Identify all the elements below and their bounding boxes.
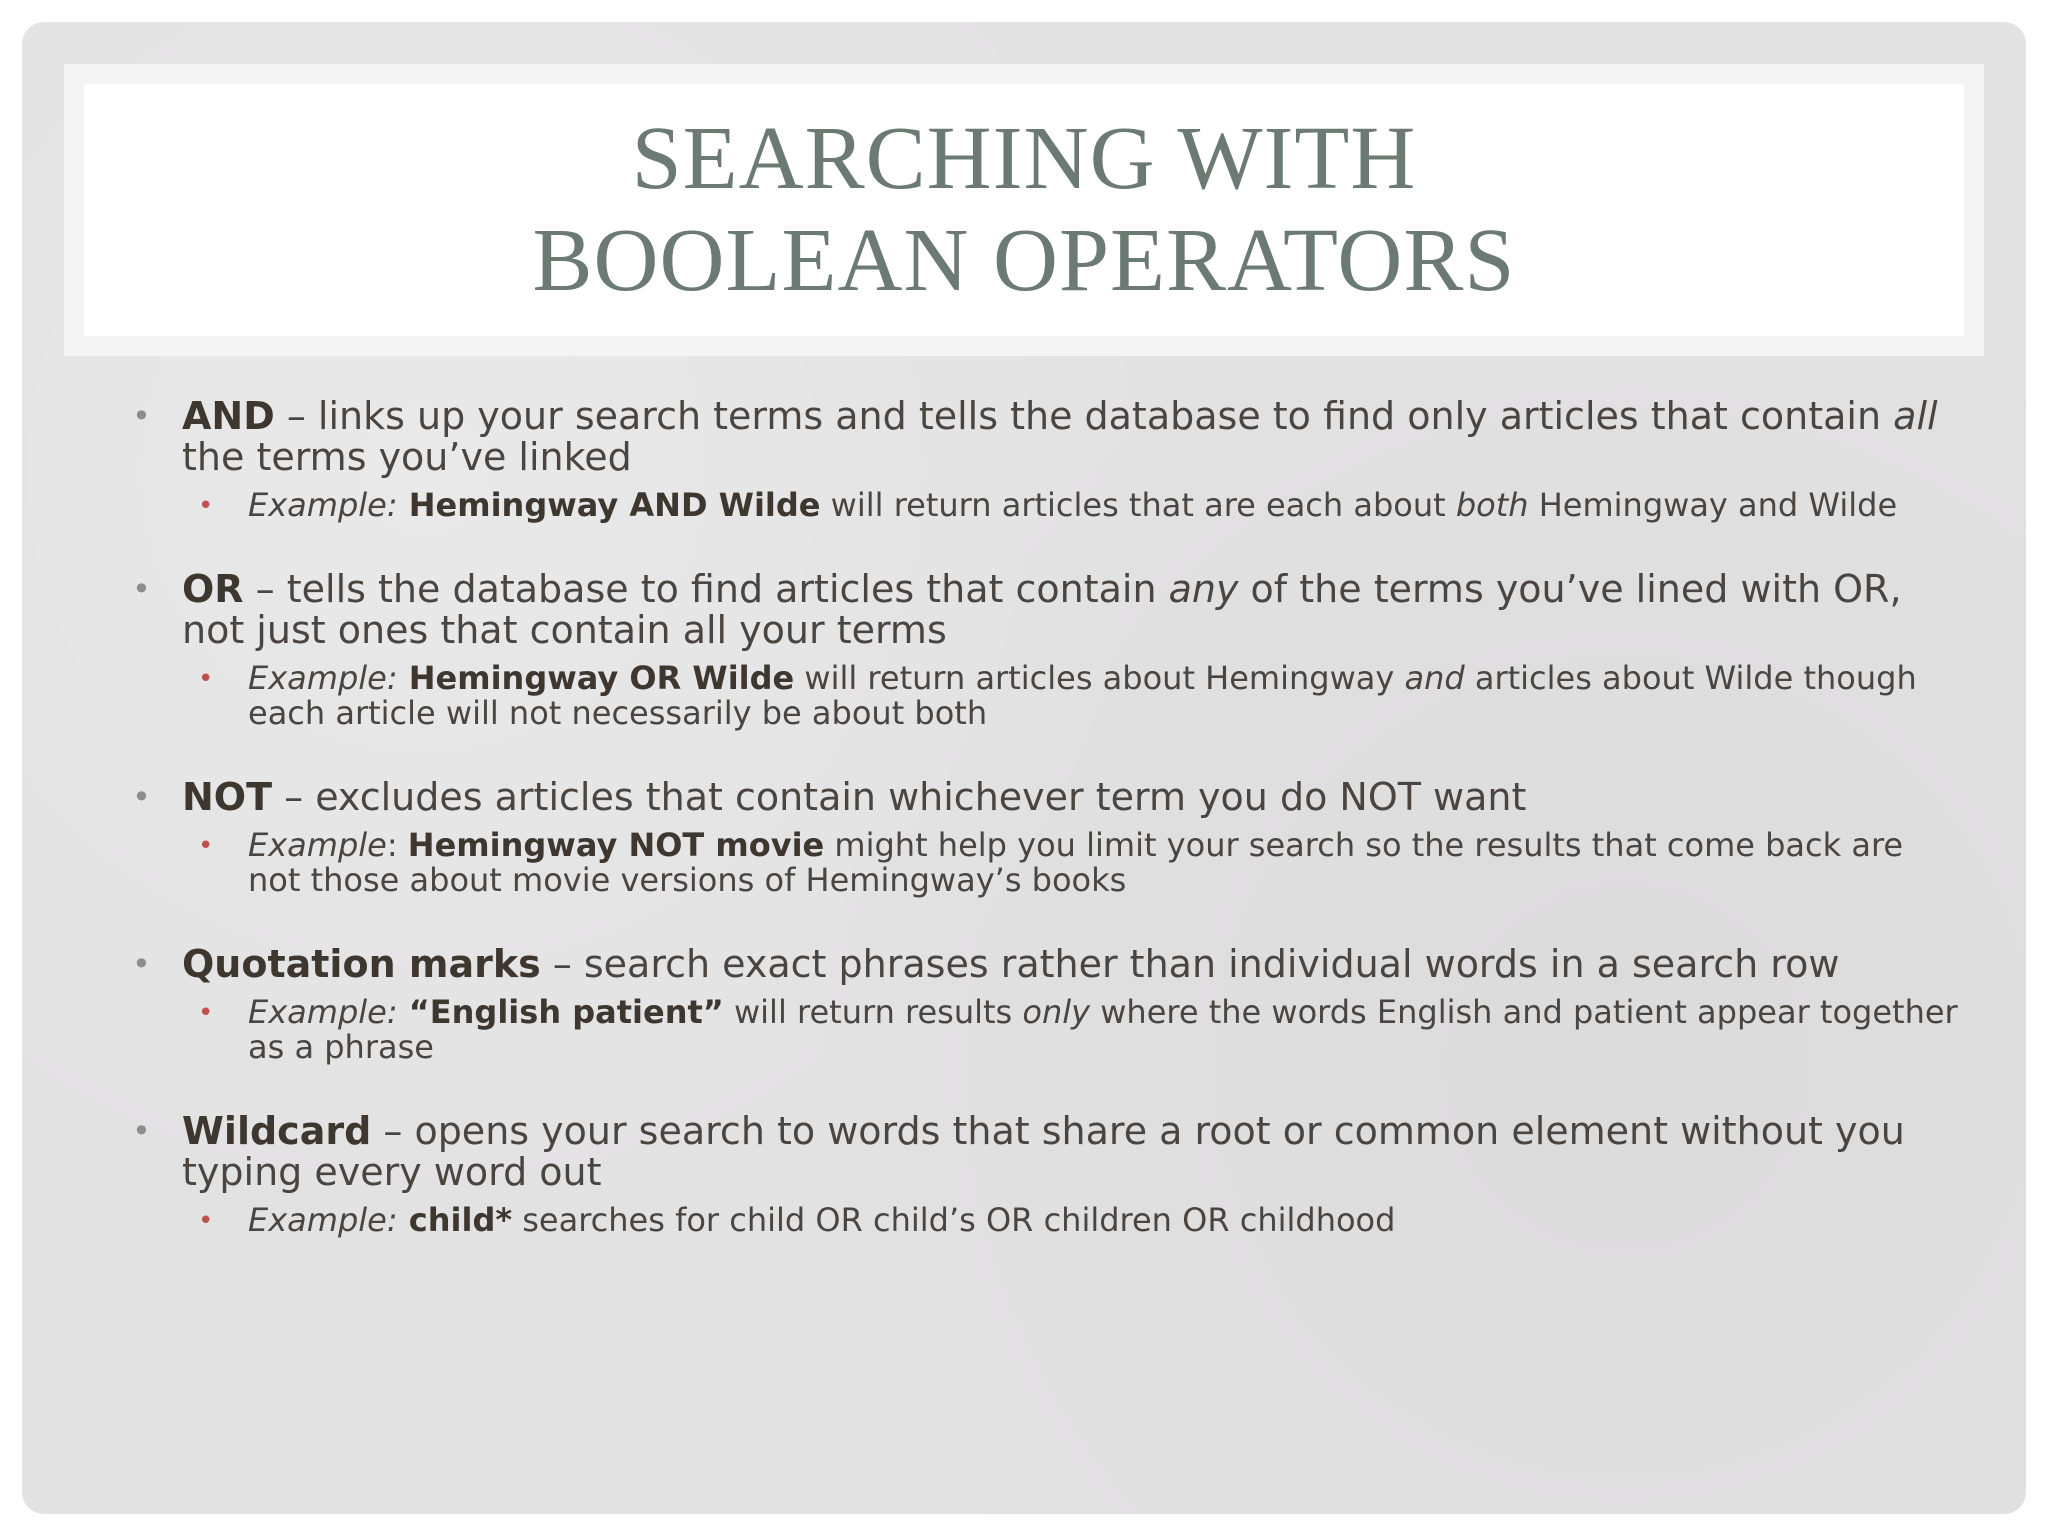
bullet-dot-icon: •	[132, 778, 151, 816]
bullet-text	[182, 569, 1962, 651]
example-text	[248, 1203, 1962, 1238]
example-desc: where the words English and patient appear together as a phrase	[248, 993, 1958, 1066]
example-desc: articles about Wilde though each article will not necessarily be about both	[248, 659, 1917, 732]
bullet-item-and	[132, 396, 1962, 523]
example-desc: might help you limit your search so the results that come back are not those about movie versions of Hemingway’s books	[248, 826, 1904, 899]
example-desc: will return articles that are each about	[820, 486, 1456, 524]
desc-text: – tells the database to find articles that contain	[243, 567, 1169, 611]
example-query: Hemingway NOT movie	[407, 826, 825, 864]
sub-bullet-example	[182, 488, 1962, 523]
term-label: AND	[182, 394, 275, 438]
example-query: “English patient”	[397, 993, 724, 1031]
sub-bullet-example	[182, 995, 1962, 1065]
sub-bullet-dot-icon: •	[198, 1206, 214, 1236]
slide-title-line-2: BOOLEAN OPERATORS	[532, 211, 1516, 310]
slide	[22, 22, 2026, 1514]
title-box	[84, 84, 1964, 336]
sub-bullet-dot-icon: •	[198, 664, 214, 694]
term-label: OR	[182, 567, 244, 611]
example-emphasis: both	[1455, 486, 1529, 524]
example-text	[248, 488, 1962, 523]
bullet-item-not	[132, 777, 1962, 898]
desc-emphasis: any	[1168, 567, 1239, 611]
bullet-text	[182, 777, 1962, 818]
bullet-dot-icon: •	[132, 1112, 151, 1150]
example-desc: searches for child OR child’s OR children OR childhood	[512, 1201, 1396, 1239]
example-query: Hemingway AND Wilde	[397, 486, 821, 524]
sub-bullet-example	[182, 661, 1962, 731]
sub-bullet-dot-icon: •	[198, 491, 214, 521]
bullet-item-or	[132, 569, 1962, 731]
bullet-text	[182, 1111, 1962, 1193]
title-frame	[64, 64, 1984, 356]
bullet-item-quotation-marks	[132, 944, 1962, 1065]
bullet-text	[182, 396, 1962, 478]
sub-bullet-dot-icon: •	[198, 998, 214, 1028]
desc-text: – search exact phrases rather than individual words in a search row	[540, 942, 1840, 986]
bullet-item-wildcard	[132, 1111, 1962, 1238]
example-text	[248, 995, 1962, 1065]
desc-text: the terms you’ve linked	[182, 435, 632, 479]
bullet-dot-icon: •	[132, 570, 151, 608]
example-desc: Hemingway and Wilde	[1528, 486, 1898, 524]
example-query: child*	[397, 1201, 513, 1239]
example-desc: will return articles about Hemingway	[794, 659, 1405, 697]
example-label: Example:	[248, 659, 398, 697]
example-text	[248, 828, 1962, 898]
term-label: Quotation marks	[182, 942, 541, 986]
term-label: Wildcard	[182, 1109, 372, 1153]
example-label: Example:	[248, 1201, 398, 1239]
bullet-text	[182, 944, 1962, 985]
desc-text: – excludes articles that contain whichever term you do NOT want	[272, 775, 1527, 819]
example-label: Example:	[248, 486, 398, 524]
example-colon: :	[386, 826, 408, 864]
desc-text: – links up your search terms and tells the database to find only articles that contain	[274, 394, 1894, 438]
example-label: Example:	[248, 993, 398, 1031]
desc-text: of the terms you’ve lined with OR, not just ones that contain all your terms	[182, 567, 1902, 652]
slide-title-line-1: SEARCHING WITH	[631, 109, 1417, 208]
sub-bullet-example	[182, 828, 1962, 898]
example-label: Example	[248, 826, 387, 864]
bullet-list	[132, 396, 1962, 1284]
example-text	[248, 661, 1962, 731]
example-query: Hemingway OR Wilde	[397, 659, 795, 697]
term-label: NOT	[182, 775, 273, 819]
desc-emphasis: all	[1893, 394, 1938, 438]
desc-text: – opens your search to words that share a root or common element without you typing every word out	[182, 1109, 1905, 1194]
bullet-dot-icon: •	[132, 945, 151, 983]
sub-bullet-dot-icon: •	[198, 831, 214, 861]
bullet-dot-icon: •	[132, 397, 151, 435]
example-desc: will return results	[723, 993, 1023, 1031]
example-emphasis: only	[1022, 993, 1091, 1031]
sub-bullet-example	[182, 1203, 1962, 1238]
example-emphasis: and	[1404, 659, 1465, 697]
